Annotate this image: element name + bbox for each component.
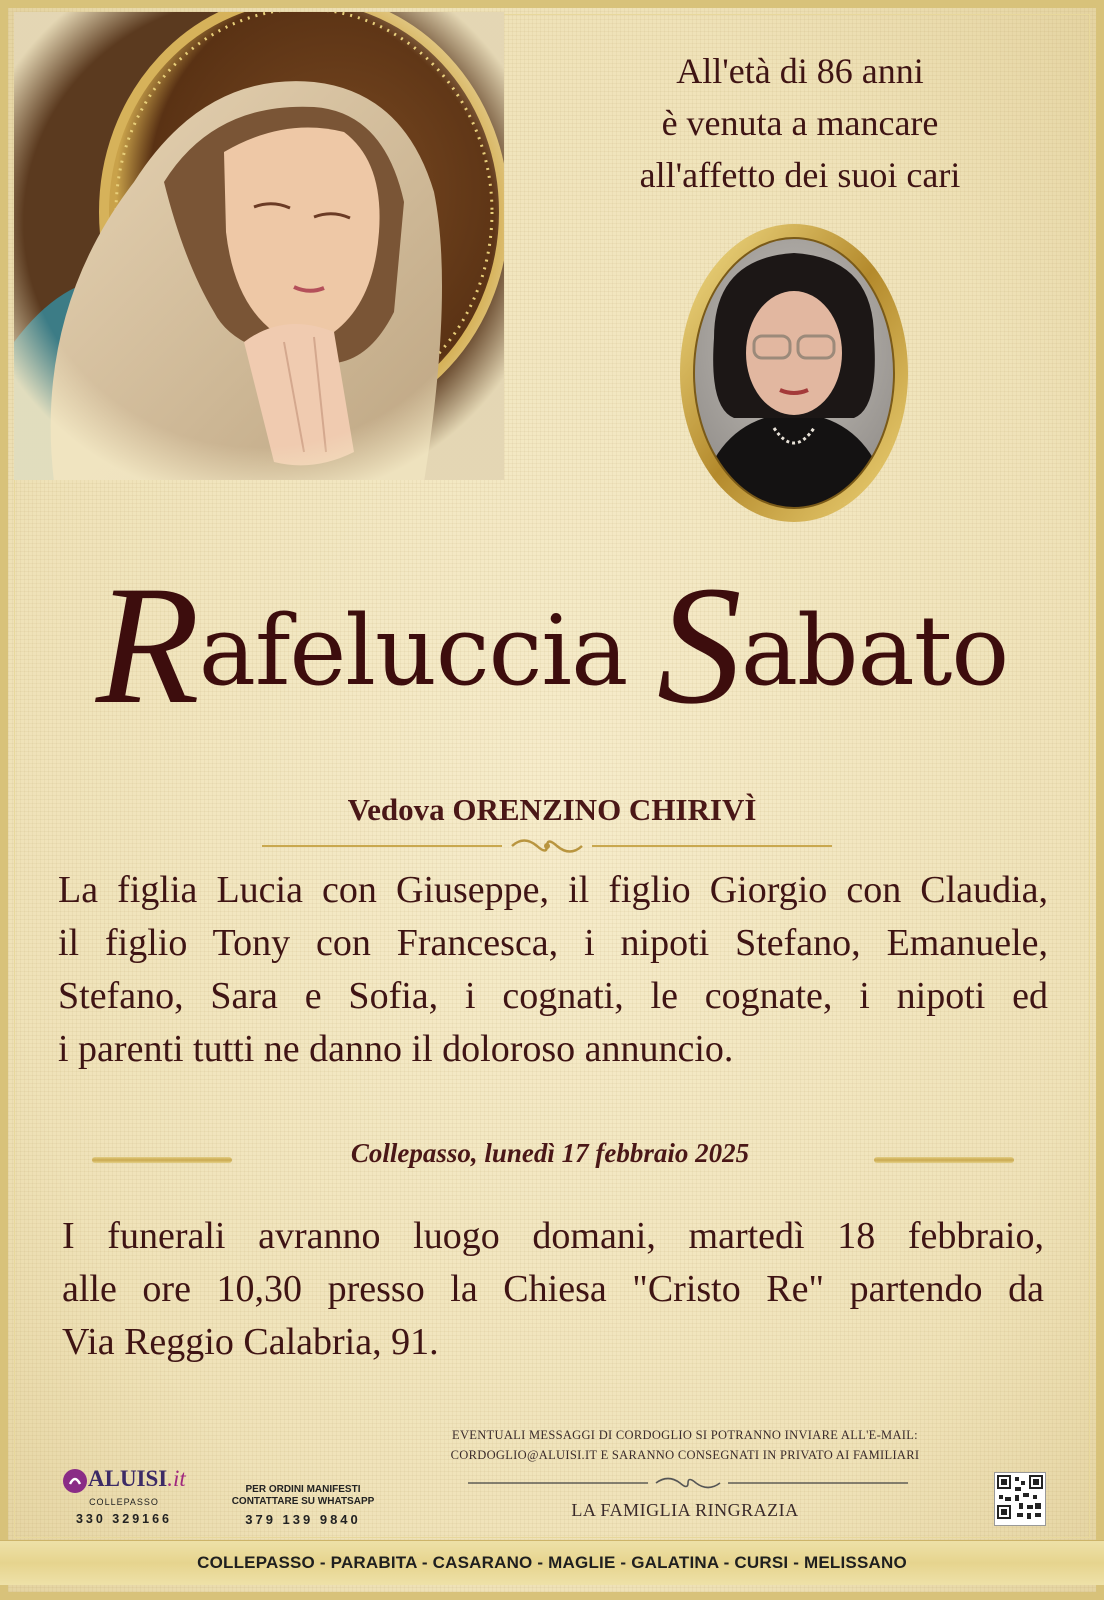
funeral-line: alle ore 10,30 presso la Chiesa "Cristo Re" partendo da — [62, 1268, 1044, 1310]
condolence-line: EVENTUALI MESSAGGI DI CORDOGLIO SI POTRANNO INVIARE ALL'E-MAIL: — [452, 1428, 918, 1442]
intro-line: è venuta a mancare — [661, 103, 939, 143]
madonna-image — [14, 12, 504, 480]
funeral-line: I funerali avranno luogo domani, martedì 18 febbraio, — [62, 1215, 1044, 1257]
ornament-divider-small — [468, 1472, 908, 1494]
funeral-line: Via Reggio Calabria, 91. — [62, 1321, 439, 1363]
intro-line: All'età di 86 anni — [676, 51, 924, 91]
order-line: CONTATTARE SU WHATSAPP — [231, 1496, 375, 1507]
widow-line — [0, 792, 1104, 828]
aluisi-logo — [58, 1468, 190, 1534]
family-announcement — [58, 864, 1048, 1076]
announcement-line: La figlia Lucia con Giuseppe, il figlio Giorgio con Claudia, — [58, 869, 1048, 911]
order-info — [218, 1484, 388, 1527]
logo-brand-name: ALUISI — [88, 1466, 168, 1491]
first-name-initial: R — [95, 551, 199, 739]
qr-code — [994, 1472, 1046, 1526]
logo-phone: 330 329166 — [75, 1512, 173, 1526]
ornament-divider — [262, 833, 832, 859]
condolence-line: CORDOGLIO@ALUISI.IT E SARANNO CONSEGNATI IN PRIVATO AI FAMILIARI — [450, 1448, 920, 1462]
announcement-line: Stefano, Sara e Sofia, i cognati, le cognate, i nipoti ed — [58, 975, 1048, 1017]
spouse-name: ORENZINO CHIRIVÌ — [452, 792, 757, 827]
logo-icon — [62, 1468, 88, 1494]
deceased-name — [0, 545, 1104, 751]
condolence-message — [400, 1425, 970, 1465]
order-line: PER ORDINI MANIFESTI — [245, 1484, 361, 1495]
place-date: Collepasso, lunedì 17 febbraio 2025 — [350, 1138, 750, 1168]
announcement-line: il figlio Tony con Francesca, i nipoti Stefano, Emanuele, — [58, 922, 1048, 964]
logo-tld: .it — [167, 1466, 186, 1491]
intro-line: all'affetto dei suoi cari — [639, 155, 961, 195]
funeral-details — [62, 1210, 1044, 1369]
announcement-line: i parenti tutti ne danno il doloroso annuncio. — [58, 1028, 734, 1070]
gold-bar-left — [92, 1157, 232, 1163]
order-phone: 379 139 9840 — [245, 1512, 361, 1527]
widow-prefix: Vedova — [347, 792, 445, 827]
first-name-rest: afeluccia — [198, 595, 628, 707]
intro-text — [580, 45, 1020, 201]
footer-bar — [0, 1540, 1104, 1585]
last-name-rest: abato — [740, 595, 1009, 707]
family-thanks: LA FAMIGLIA RINGRAZIA — [571, 1500, 799, 1520]
footer-towns: COLLEPASSO - PARABITA - CASARANO - MAGLIE - GALATINA - CURSI - MELISSANO — [197, 1553, 907, 1572]
last-name-initial: S — [656, 551, 741, 739]
gold-bar-right — [874, 1157, 1014, 1163]
logo-town: COLLEPASSO — [89, 1497, 159, 1507]
deceased-portrait — [674, 218, 914, 528]
